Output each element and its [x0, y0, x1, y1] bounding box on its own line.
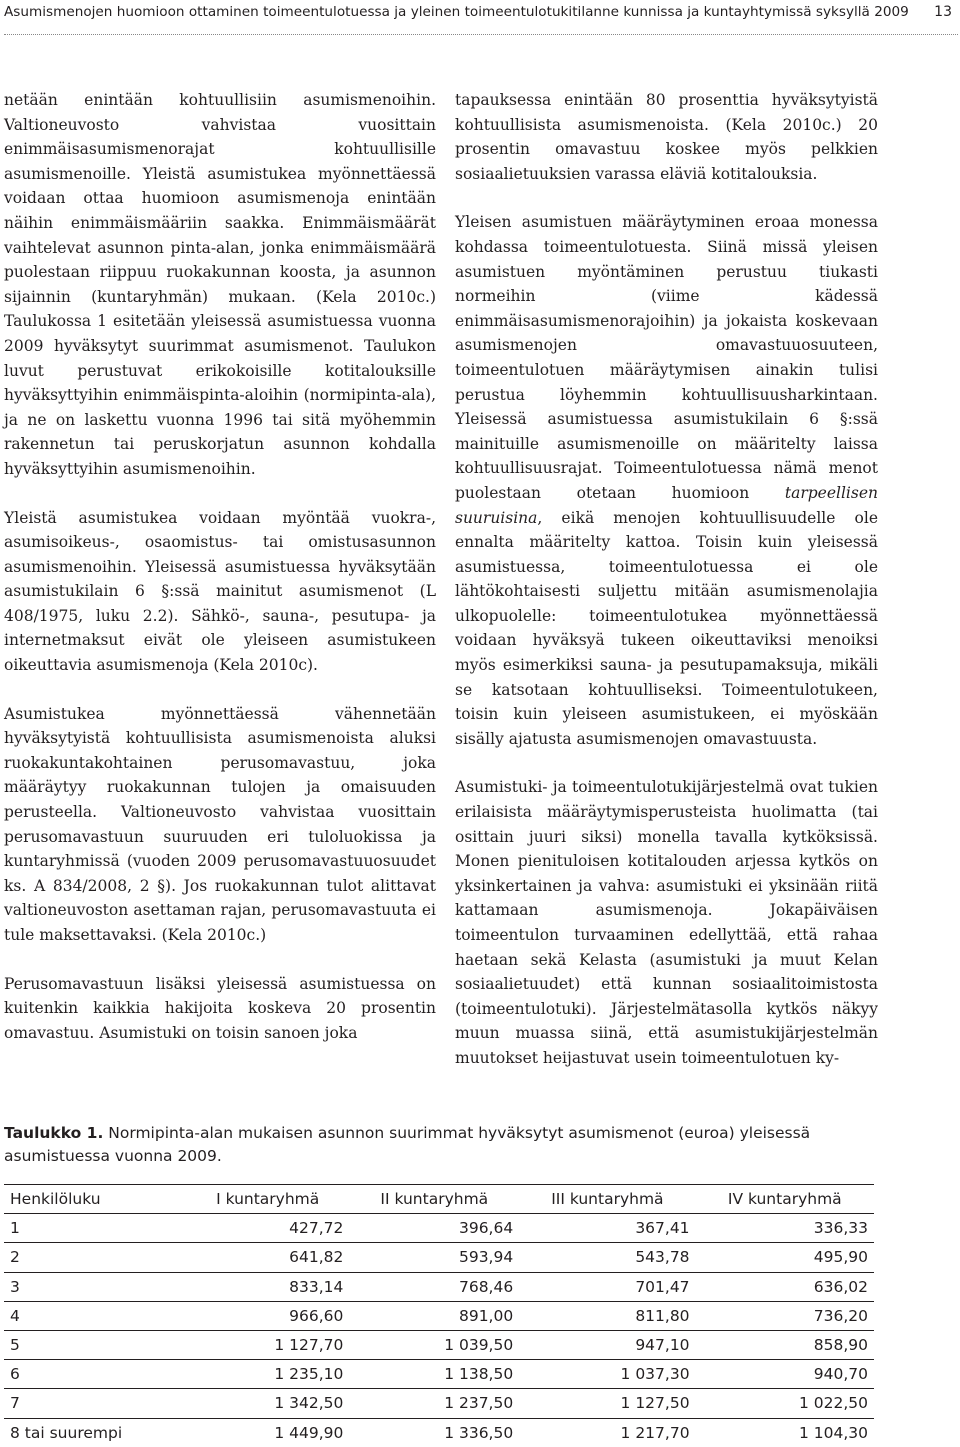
- column-header: IV kuntaryhmä: [696, 1185, 874, 1214]
- table-cell: 367,41: [519, 1214, 695, 1243]
- table-cell: 940,70: [696, 1360, 874, 1389]
- paragraph-text: Yleisen asumistuen määräytyminen eroaa monessa kohdassa toimeentulotuesta. Siinä missä yleisen asumistuen myöntäminen perustuu tiukasti normeihin (viime kädessä enimmäisasumismenorajoihin) ja jokaista koskevaan asumismenojen omavastuuosuuteen, toimeentulotuen määräytymisen ainakin tulisi perustua löyhemmin kohtuullisuusharkintaan. Yleisessä asumistuessa asumistukilain 6 §:ssä mainituille asumismenoille on määritelty laissa kohtuullisuusrajat. Toimeentulotuessa nämä menot puolestaan otetaan huomioon: [455, 213, 878, 502]
- table-cell: 1 022,50: [696, 1389, 874, 1418]
- column-header: Henkilöluku: [4, 1185, 186, 1214]
- right-text-column: [455, 88, 878, 1071]
- table-header-row: [4, 1185, 874, 1214]
- emphasized-term: tarpeellisen suuruisina: [455, 483, 878, 527]
- header-divider: [4, 34, 958, 35]
- table-cell: 396,64: [349, 1214, 519, 1243]
- table-cell: 1 237,50: [349, 1389, 519, 1418]
- table-cell: 1 138,50: [349, 1360, 519, 1389]
- table-cell: 1 342,50: [186, 1389, 349, 1418]
- paragraph: Asumistukea myönnettäessä vähennetään hyväksytyistä kohtuullisista asumismenoista aluksi ruokakuntakohtainen perusomavastuu, joka määräytyy ruokakunnan tulojen ja omaisuuden perusteella. Valtioneuvosto vahvistaa vuosittain perusomavastuun suuruuden eri tuloluokissa ja kuntaryhmissä (vuoden 2009 perusomavastuuosuudet ks. A 834/2008, 2 §). Jos ruokakunnan tulot alittavat valtioneuvoston asettaman rajan, perusomavastuuta ei tule maksettavaksi. (Kela 2010c.): [4, 704, 436, 944]
- table-cell: 947,10: [519, 1330, 695, 1359]
- table-cell: 736,20: [696, 1301, 874, 1330]
- table-cell: 1 217,70: [620, 1423, 690, 1442]
- table-cell: 858,90: [696, 1330, 874, 1359]
- table-row: [4, 1214, 874, 1243]
- table-cell: 8 tai suurempi: [10, 1423, 123, 1442]
- table-cell: 641,82: [186, 1243, 349, 1272]
- running-header-title: Asumismenojen huomioon ottaminen toimeentulotuessa ja yleinen toimeentulotukitilanne kunnissa ja kuntayhtymissä syksyllä 2009: [4, 4, 909, 20]
- paragraph: Yleistä asumistukea voidaan myöntää vuokra-, asumisoikeus-, osaomistus- tai omistusasunnon asumismenoihin. Yleisessä asumistuessa hyväksytään asumistukilain 6 §:ssä mainitut asumismenot (L 408/1975, luku 2.2). Sähkö-, sauna-, pesutupa- ja internetmaksut eivät ole yleiseen asumistukeen oikeuttavia asumismenoja (Kela 2010c).: [4, 508, 436, 675]
- table-cell: 1: [4, 1214, 186, 1243]
- table-cell: 495,90: [696, 1243, 874, 1272]
- table-cell: 768,46: [349, 1272, 519, 1301]
- table-cell: 2: [4, 1243, 186, 1272]
- paragraph: Asumistuki- ja toimeentulotukijärjestelmä ovat tukien erilaisista määräytymisperusteista huolimatta (tai osittain juuri siksi) monella tavalla kytköksissä. Monen pienituloisen kotitalouden arjessa kytkös on yksinkertainen ja vahva: asumistuki ei yksinään riitä kattamaan asumismenoja. Jokapäiväisen toimeentulon turvaaminen edellyttää, että rahaa haetaan sekä Kelasta (asumistuki ja muut Kelan sosiaalietuudet) että kunnan sosiaalitoimistosta (toimeentulotuki). Järjestelmätasolla kytkös näkyy muun muassa siinä, että asumistukijärjestelmän muutokset heijastuvat usein toimeentulotuen ky-: [455, 778, 878, 1067]
- table-cell: 1 127,50: [519, 1389, 695, 1418]
- column-header: I kuntaryhmä: [186, 1185, 349, 1214]
- table-cell: 336,33: [696, 1214, 874, 1243]
- table-cell: 427,72: [186, 1214, 349, 1243]
- table-caption-text: Normipinta-alan mukaisen asunnon suurimmat hyväksytyt asumismenot (euroa) yleisessä asumistuessa vuonna 2009.: [4, 1124, 811, 1165]
- table-cell: 636,02: [696, 1272, 874, 1301]
- table-row: [4, 1360, 874, 1389]
- column-header: III kuntaryhmä: [519, 1185, 695, 1214]
- table-cell: 1 127,70: [186, 1330, 349, 1359]
- table-row: [4, 1389, 874, 1418]
- table-cell: 701,47: [519, 1272, 695, 1301]
- table-cell: 4: [4, 1301, 186, 1330]
- left-text-column: [4, 88, 436, 1045]
- paragraph: Perusomavastuun lisäksi yleisessä asumistuessa on kuitenkin kaikkia hakijoita koskeva 20 prosentin omavastuu. Asumistuki on toisin sanoen joka: [4, 974, 436, 1042]
- table-cell: 5: [4, 1330, 186, 1359]
- table-cell: 593,94: [349, 1243, 519, 1272]
- table-row: [4, 1301, 874, 1330]
- paragraph: tapauksessa enintään 80 prosenttia hyväksytyistä kohtuullisista asumismenoista. (Kela 2010c.) 20 prosentin omavastuu koskee myös pelkkien sosiaalietuuksien varassa eläviä kotitalouksia.: [455, 91, 878, 183]
- table-row: [4, 1272, 874, 1301]
- table-cell: 1 104,30: [798, 1423, 868, 1442]
- table-cell: 1 039,50: [349, 1330, 519, 1359]
- table-cell: 543,78: [519, 1243, 695, 1272]
- table-label: Taulukko 1.: [4, 1124, 104, 1142]
- paragraph: netään enintään kohtuullisiin asumismenoihin. Valtioneuvosto vahvistaa vuosittain enimmäisasumismenorajat kohtuullisille asumismenoille. Yleistä asumistukea myönnettäessä voidaan ottaa huomioon asumismenoja enintään näihin enimmäismääriin saakka. Enimmäismäärät vaihtelevat asunnon pinta-alan, jonka enimmäismäärä puolestaan riippuu ruokakunnan koosta, ja asunnon sijainnin (kuntaryhmän) mukaan. (Kela 2010c.) Taulukossa 1 esitetään yleisessä asumistuessa vuonna 2009 hyväksytyt suurimmat asumismenot. Taulukon luvut perustuvat erikokoisille kotitalouksille hyväksyttyihin enimmäispinta-aloihin (normipinta-ala), ja ne on laskettu vuonna 1996 tai sitä myöhemmin rakennetun tai peruskorjatun asunnon kohdalla hyväksyttyihin asumismenoihin.: [4, 91, 436, 478]
- table-cell: 966,60: [186, 1301, 349, 1330]
- table-cell: 891,00: [349, 1301, 519, 1330]
- table-cell: 3: [4, 1272, 186, 1301]
- table-row: [4, 1330, 874, 1359]
- table-cell: 7: [4, 1389, 186, 1418]
- housing-cost-table: [4, 1184, 874, 1447]
- paragraph-text: , eikä menojen kohtuullisuudelle ole ennalta määritelty kattoa. Toisin kuin yleisessä asumistuessa, toimeentulotuessa ei ole lähtökohtaisesti suljettu mitään asumismenolajia ulkopuolelle: toimeentulotukea myönnettäessä voidaan hyväksyä tukeen oikeuttaviksi menoiksi myös esimerkiksi sauna- ja pesutupamaksuja, mikäli se katsotaan kohtuulliseksi. Toimeentulotukeen, toisin kuin yleiseen asumistukeen, ei myöskään sisälly ajatusta asumismenojen omavastuusta.: [455, 508, 878, 748]
- column-header: II kuntaryhmä: [349, 1185, 519, 1214]
- table-cell: 1 037,30: [519, 1360, 695, 1389]
- table-cell: 811,80: [519, 1301, 695, 1330]
- table-cell: 1 336,50: [444, 1423, 514, 1442]
- table-cell: 1 235,10: [186, 1360, 349, 1389]
- table-row: [4, 1243, 874, 1272]
- table-cell: 1 449,90: [274, 1423, 344, 1442]
- table-row: [4, 1418, 874, 1447]
- paragraph: [455, 210, 878, 751]
- table-cell: 833,14: [186, 1272, 349, 1301]
- table-cell: 6: [4, 1360, 186, 1389]
- table-caption: [4, 1122, 864, 1168]
- page-number: 13: [934, 4, 952, 20]
